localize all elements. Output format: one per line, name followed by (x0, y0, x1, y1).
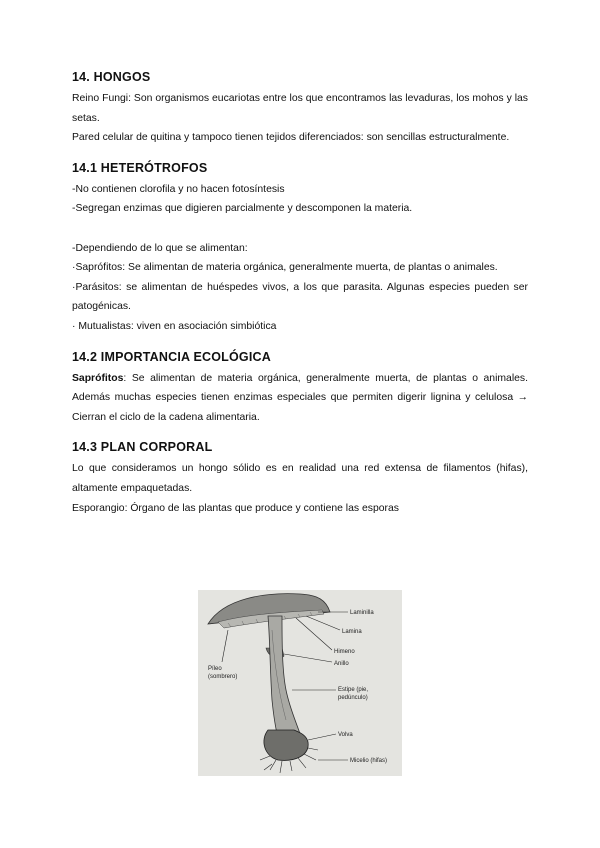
section-importancia (72, 350, 528, 428)
mushroom-figure (198, 590, 402, 776)
importancia-text: : Se alimentan de materia orgánica, generalmente muerta, de plantas o animales. Además muchas especies tienen enzimas especiales que permiten digerir lignina y celulosa → Cierran el ciclo de la cadena alimentaria. (72, 372, 528, 423)
list-item: ·Saprófitos: Se alimentan de materia orgánica, generalmente muerta, de plantas o animales. (72, 262, 498, 274)
list-item: · Mutualistas: viven en asociación simbiótica (72, 320, 277, 332)
intro-paragraph-2: Pared celular de quitina y tampoco tienen tejidos diferenciados: son sencillas estructuralmente. (72, 132, 510, 144)
section-heterotrofos (72, 161, 528, 337)
main-heading: 14. HONGOS (72, 70, 151, 84)
importancia-paragraph (72, 369, 528, 428)
label-pileo: Píleo (208, 666, 222, 672)
label-lamina: Lamina (342, 629, 362, 635)
label-pileo-sub: (sombrero) (208, 674, 238, 680)
list-item: -Dependiendo de lo que se alimentan: (72, 242, 248, 254)
list-item: -Segregan enzimas que digieren parcialmente y descomponen la materia. (72, 203, 413, 215)
section-heading-heterotrofos: 14.1 HETERÓTROFOS (72, 160, 208, 175)
mushroom-illustration (198, 590, 402, 776)
term-saprofitos: Saprófitos (72, 372, 124, 384)
label-volva: Volva (338, 732, 353, 738)
section-heading-importancia: 14.2 IMPORTANCIA ECOLÓGICA (72, 349, 271, 364)
intro-paragraph-1: Reino Fungi: Son organismos eucariotas entre los que encontramos las levaduras, los mohos y las setas. (72, 93, 528, 124)
plan-paragraph-2: Esporangio: Órgano de las plantas que produce y contiene las esporas (72, 502, 399, 514)
label-estipe-sub: pedúnculo) (338, 695, 368, 701)
label-micelio: Micelio (hifas) (350, 758, 388, 764)
document-page (72, 70, 528, 518)
label-laminilla: Laminilla (350, 610, 374, 616)
plan-paragraph-1: Lo que consideramos un hongo sólido es en realidad una red extensa de filamentos (hifas), altamente empaquetadas. (72, 463, 528, 494)
label-estipe: Estipe (pie, (338, 687, 369, 693)
label-anillo: Anillo (334, 661, 349, 667)
list-item: ·Parásitos: se alimentan de huéspedes vivos, a los que parasita. Algunas especies pueden ser patogénicas. (72, 281, 528, 313)
section-heading-plan-corporal: 14.3 PLAN CORPORAL (72, 440, 213, 455)
section-plan-corporal (72, 440, 528, 518)
label-himeno: Himeno (334, 649, 355, 655)
list-item: -No contienen clorofila y no hacen fotosíntesis (72, 183, 285, 195)
